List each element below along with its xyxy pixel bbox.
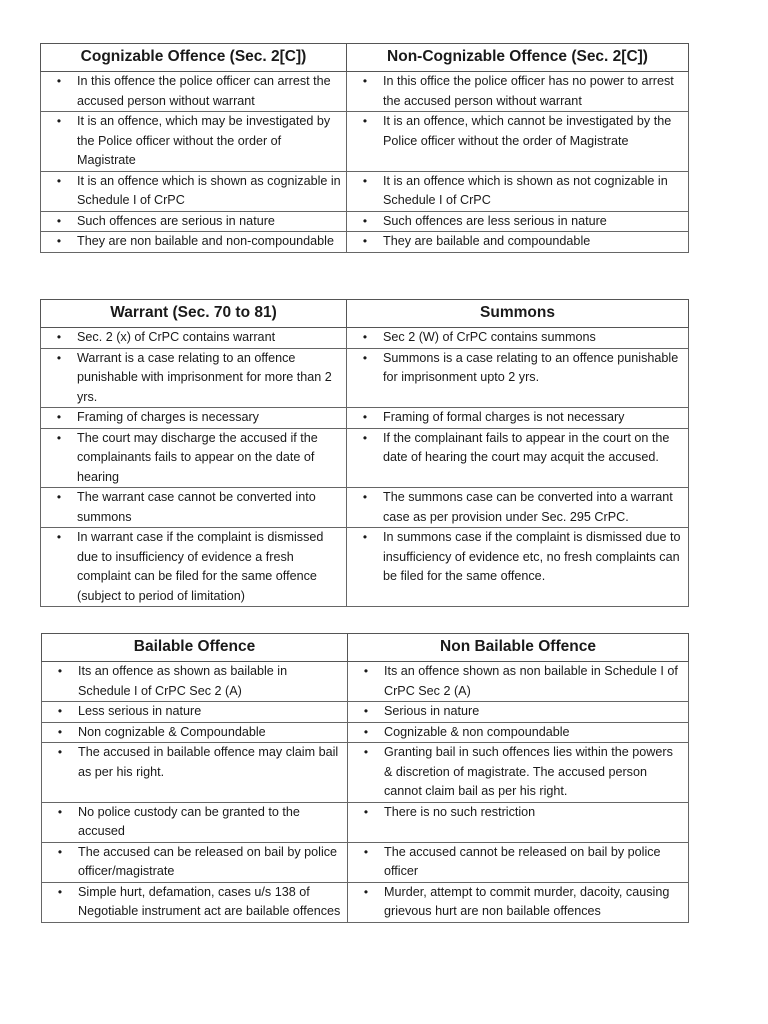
bullet-icon: • — [362, 234, 368, 248]
cell-text: Summons is a case relating to an offence punishable for imprisonment upto 2 yrs. — [383, 350, 679, 384]
bullet-icon: • — [362, 74, 368, 88]
cell-text: Non cognizable & Compoundable — [78, 724, 266, 739]
table-row — [41, 488, 689, 528]
table-cell — [41, 232, 347, 253]
table-row — [42, 702, 689, 723]
cell-text: Its an offence shown as non bailable in Schedule I of CrPC Sec 2 (A) — [384, 664, 678, 698]
bullet-icon: • — [57, 884, 63, 899]
table-row — [41, 72, 689, 112]
table-row — [41, 232, 689, 253]
table-cell — [41, 171, 347, 211]
bullet-icon: • — [363, 745, 369, 759]
table-row — [41, 211, 689, 232]
table-cell — [42, 842, 348, 882]
table-cell — [347, 348, 689, 408]
table-row — [42, 662, 689, 702]
bullet-icon: • — [362, 350, 368, 365]
table-cell — [41, 348, 347, 408]
table-row — [42, 882, 689, 922]
bullet-icon: • — [363, 804, 369, 819]
bullet-icon: • — [363, 704, 369, 718]
bullet-icon: • — [57, 844, 63, 859]
table-cell — [347, 171, 689, 211]
table-row — [41, 171, 689, 211]
table-cell — [347, 488, 689, 528]
bullet-icon: • — [56, 234, 62, 248]
cell-text: Framing of charges is necessary — [77, 410, 259, 424]
table-row — [41, 328, 689, 349]
bullet-icon: • — [56, 530, 62, 544]
cell-text: In summons case if the complaint is dismissed due to insufficiency of evidence etc, no fresh complaints can be filed for the same offence. — [383, 530, 681, 583]
cell-text: Its an offence as shown as bailable in Schedule I of CrPC Sec 2 (A) — [78, 664, 288, 698]
table-cell — [348, 743, 689, 803]
table-row — [42, 842, 689, 882]
bullet-icon: • — [57, 704, 63, 718]
table-cell — [41, 428, 347, 488]
cell-text: Framing of formal charges is not necessary — [383, 410, 625, 424]
cell-text: In this offence the police officer can arrest the accused person without warrant — [77, 74, 331, 108]
bullet-icon: • — [362, 490, 368, 504]
cell-text: No police custody can be granted to the accused — [78, 804, 300, 838]
bullet-icon: • — [57, 804, 63, 819]
cell-text: It is an offence which is shown as not cognizable in Schedule I of CrPC — [383, 173, 668, 207]
table-cell — [347, 211, 689, 232]
table-cell — [41, 528, 347, 607]
table-cell — [347, 112, 689, 172]
cell-text: Murder, attempt to commit murder, dacoity, causing grievous hurt are non bailable offences — [384, 884, 670, 918]
cell-text: Less serious in nature — [78, 704, 202, 718]
bullet-icon: • — [57, 724, 63, 739]
table-cell — [42, 743, 348, 803]
table-cell — [42, 882, 348, 922]
bullet-icon: • — [362, 430, 368, 445]
cell-text: There is no such restriction — [384, 804, 536, 819]
bullet-icon: • — [56, 330, 62, 344]
cognizable-comparison-table — [40, 43, 689, 253]
cell-text: The accused can be released on bail by police officer/magistrate — [78, 844, 338, 878]
cell-text: Cognizable & non compoundable — [384, 724, 570, 739]
cell-text: The accused cannot be released on bail by police officer — [384, 844, 661, 878]
cell-text: Such offences are less serious in nature — [383, 213, 607, 228]
table-cell — [42, 802, 348, 842]
bullet-icon: • — [56, 173, 62, 188]
cell-text: It is an offence, which may be investigated by the Police officer without the order of Magistrate — [77, 114, 331, 167]
cell-text: Sec. 2 (x) of CrPC contains warrant — [77, 330, 276, 344]
column-header: Cognizable Offence (Sec. 2[C]) — [41, 44, 347, 72]
cell-text: Warrant is a case relating to an offence punishable with imprisonment for more than 2 yrs. — [77, 350, 332, 404]
table-cell — [348, 702, 689, 723]
table-cell — [42, 722, 348, 743]
table-cell — [41, 72, 347, 112]
bullet-icon: • — [56, 114, 62, 128]
column-header: Non Bailable Offence — [348, 634, 689, 662]
column-header: Non-Cognizable Offence (Sec. 2[C]) — [347, 44, 689, 72]
cell-text: If the complainant fails to appear in the court on the date of hearing the court may acquit the accused. — [383, 430, 670, 464]
table-cell — [347, 408, 689, 429]
bullet-icon: • — [362, 330, 368, 344]
table-cell — [348, 842, 689, 882]
cell-text: Serious in nature — [384, 704, 480, 718]
bullet-icon: • — [362, 114, 368, 128]
column-header: Warrant (Sec. 70 to 81) — [41, 300, 347, 328]
table-cell — [348, 662, 689, 702]
table-row — [41, 348, 689, 408]
bullet-icon: • — [362, 173, 368, 188]
bullet-icon: • — [56, 74, 62, 88]
table-row — [41, 408, 689, 429]
table-cell — [41, 328, 347, 349]
table-cell — [347, 528, 689, 607]
table-cell — [41, 488, 347, 528]
table-row — [42, 802, 689, 842]
table-cell — [41, 211, 347, 232]
cell-text: They are bailable and compoundable — [383, 234, 591, 248]
cell-text: The warrant case cannot be converted into summons — [77, 490, 316, 524]
cell-text: Granting bail in such offences lies within the powers & discretion of magistrate. The accused person cannot claim bail as per his right. — [384, 745, 673, 798]
cell-text: The accused in bailable offence may claim bail as per his right. — [78, 745, 339, 779]
bailable-comparison-table — [41, 633, 689, 923]
table-row — [42, 743, 689, 803]
bullet-icon: • — [362, 530, 368, 544]
cell-text: Such offences are serious in nature — [77, 213, 275, 228]
column-header: Bailable Offence — [42, 634, 348, 662]
table-cell — [347, 428, 689, 488]
bullet-icon: • — [362, 410, 368, 424]
cell-text: The summons case can be converted into a warrant case as per provision under Sec. 295 CrPC. — [383, 490, 673, 524]
bullet-icon: • — [56, 213, 62, 228]
warrant-summons-table — [40, 299, 689, 607]
cell-text: In warrant case if the complaint is dismissed due to insufficiency of evidence a fresh complaint can be filed for the same offence (subject to period of limitation) — [77, 530, 324, 603]
cell-text: Sec 2 (W) of CrPC contains summons — [383, 330, 596, 344]
table-row — [41, 428, 689, 488]
bullet-icon: • — [56, 430, 62, 445]
table-cell — [42, 662, 348, 702]
bullet-icon: • — [57, 745, 63, 759]
cell-text: It is an offence, which cannot be investigated by the Police officer without the order of Magistrate — [383, 114, 672, 148]
table-cell — [41, 112, 347, 172]
table-cell — [347, 328, 689, 349]
table-cell — [347, 232, 689, 253]
column-header: Summons — [347, 300, 689, 328]
cell-text: They are non bailable and non-compoundable — [77, 234, 334, 248]
bullet-icon: • — [363, 844, 369, 859]
bullet-icon: • — [56, 350, 62, 365]
table-cell — [348, 882, 689, 922]
table-cell — [348, 802, 689, 842]
table-row — [41, 528, 689, 607]
table-cell — [348, 722, 689, 743]
cell-text: The court may discharge the accused if the complainants fails to appear on the date of hearing — [77, 430, 318, 484]
table-cell — [42, 702, 348, 723]
bullet-icon: • — [57, 664, 63, 678]
table-cell — [347, 72, 689, 112]
bullet-icon: • — [363, 724, 369, 739]
bullet-icon: • — [56, 490, 62, 504]
table-row — [42, 722, 689, 743]
bullet-icon: • — [56, 410, 62, 424]
bullet-icon: • — [363, 884, 369, 899]
table-cell — [41, 408, 347, 429]
cell-text: Simple hurt, defamation, cases u/s 138 of Negotiable instrument act are bailable offences — [78, 884, 341, 918]
table-row — [41, 112, 689, 172]
bullet-icon: • — [363, 664, 369, 678]
bullet-icon: • — [362, 213, 368, 228]
cell-text: It is an offence which is shown as cognizable in Schedule I of CrPC — [77, 173, 341, 207]
cell-text: In this office the police officer has no power to arrest the accused person without warrant — [383, 74, 674, 108]
